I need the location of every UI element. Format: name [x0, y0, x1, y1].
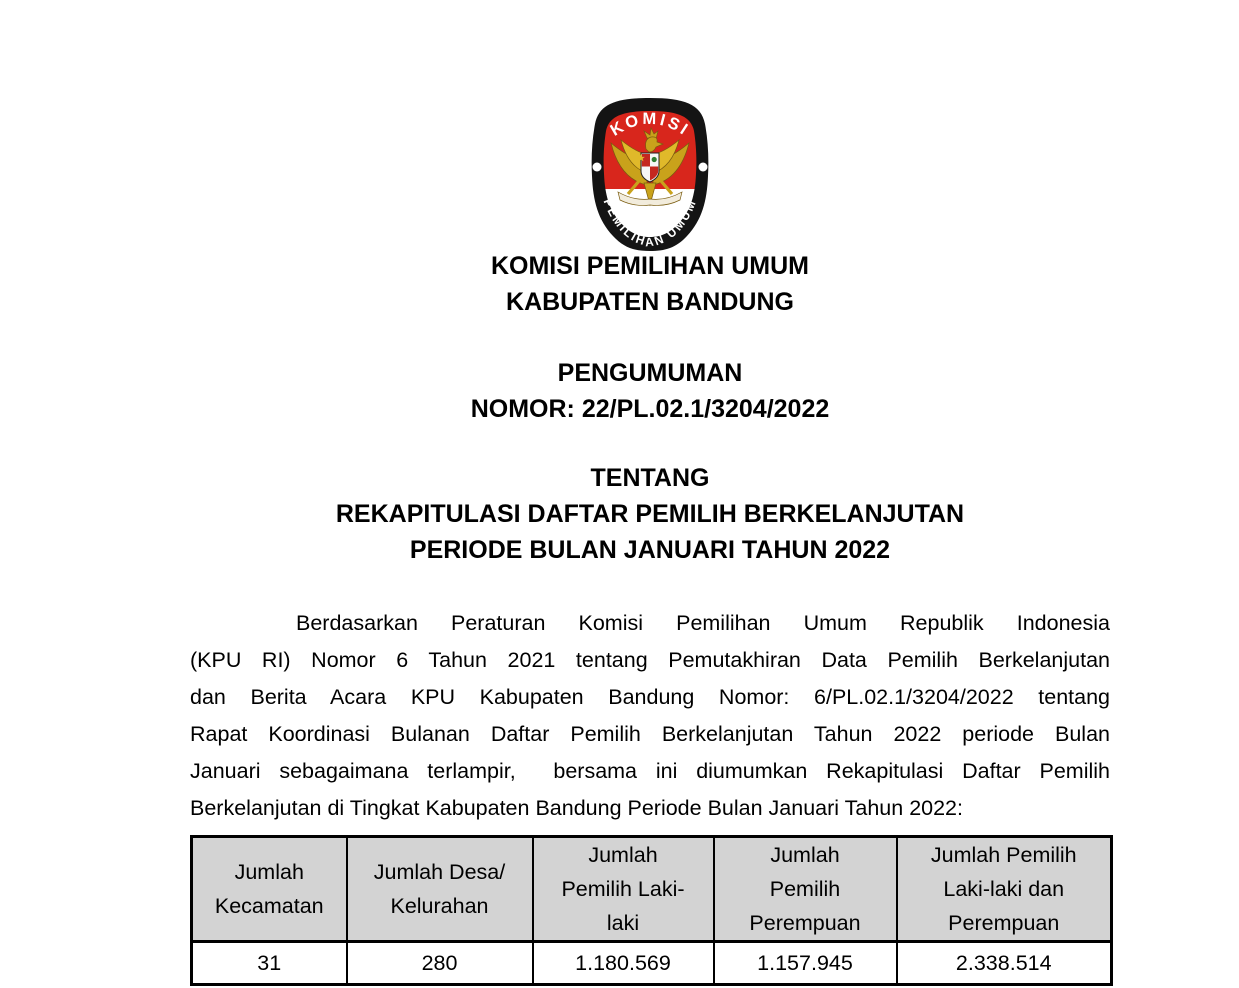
col-header-pemilih-total: Jumlah Pemilih Laki-laki dan Perempuan [897, 837, 1112, 942]
body-line: (KPU RI) Nomor 6 Tahun 2021 tentang Pemutakhiran Data Pemilih Berkelanjutan [190, 648, 1110, 672]
table-header-row [192, 837, 1112, 942]
body-line: Rapat Koordinasi Bulanan Daftar Pemilih Berkelanjutan Tahun 2022 periode Bulan [190, 722, 1110, 746]
logo-bottom-text: PEMILIHAN UMUM [600, 196, 700, 250]
body-line: Berkelanjutan di Tingkat Kabupaten Bandung Periode Bulan Januari Tahun 2022: [190, 796, 963, 820]
kpu-logo [588, 97, 712, 252]
cell-pemilih-total: 2.338.514 [897, 942, 1112, 985]
cell-jumlah-desa: 280 [347, 942, 533, 985]
org-header [190, 248, 1110, 320]
body-line: Berdasarkan Peraturan Komisi Pemilihan Umum Republik Indonesia [296, 611, 1110, 635]
recap-table [190, 835, 1113, 986]
body-line: Januari sebagaimana terlampir, bersama ini diumumkan Rekapitulasi Daftar Pemilih [190, 759, 1110, 783]
logo-top-text: KOMISI [607, 109, 694, 140]
doc-number: NOMOR: 22/PL.02.1/3204/2022 [470, 395, 830, 423]
subject-line-1: REKAPITULASI DAFTAR PEMILIH BERKELANJUTAN [335, 500, 965, 528]
table-row [192, 942, 1112, 985]
logo-right-dot [699, 163, 708, 172]
org-name: KOMISI PEMILIHAN UMUM [490, 252, 810, 280]
cell-pemilih-laki-laki: 1.180.569 [533, 942, 714, 985]
cell-pemilih-perempuan: 1.157.945 [714, 942, 897, 985]
col-header-jumlah-kecamatan: Jumlah Kecamatan [192, 837, 347, 942]
col-header-pemilih-perempuan: Jumlah Pemilih Perempuan [714, 837, 897, 942]
org-region: KABUPATEN BANDUNG [506, 288, 794, 316]
logo-left-dot [593, 163, 602, 172]
subject-line-2: PERIODE BULAN JANUARI TAHUN 2022 [409, 536, 891, 564]
announcement-header [190, 355, 1110, 427]
document-content [190, 0, 1110, 988]
subject-header [190, 460, 1110, 568]
doc-type: PENGUMUMAN [557, 359, 743, 387]
body-paragraph [190, 605, 1110, 827]
cell-jumlah-kecamatan: 31 [192, 942, 347, 985]
kpu-logo-icon [588, 97, 712, 252]
col-header-pemilih-laki-laki: Jumlah Pemilih Laki- laki [533, 837, 714, 942]
col-header-jumlah-desa-kelurahan: Jumlah Desa/ Kelurahan [347, 837, 533, 942]
body-line: dan Berita Acara KPU Kabupaten Bandung Nomor: 6/PL.02.1/3204/2022 tentang [190, 685, 1110, 709]
about-label: TENTANG [590, 464, 710, 492]
